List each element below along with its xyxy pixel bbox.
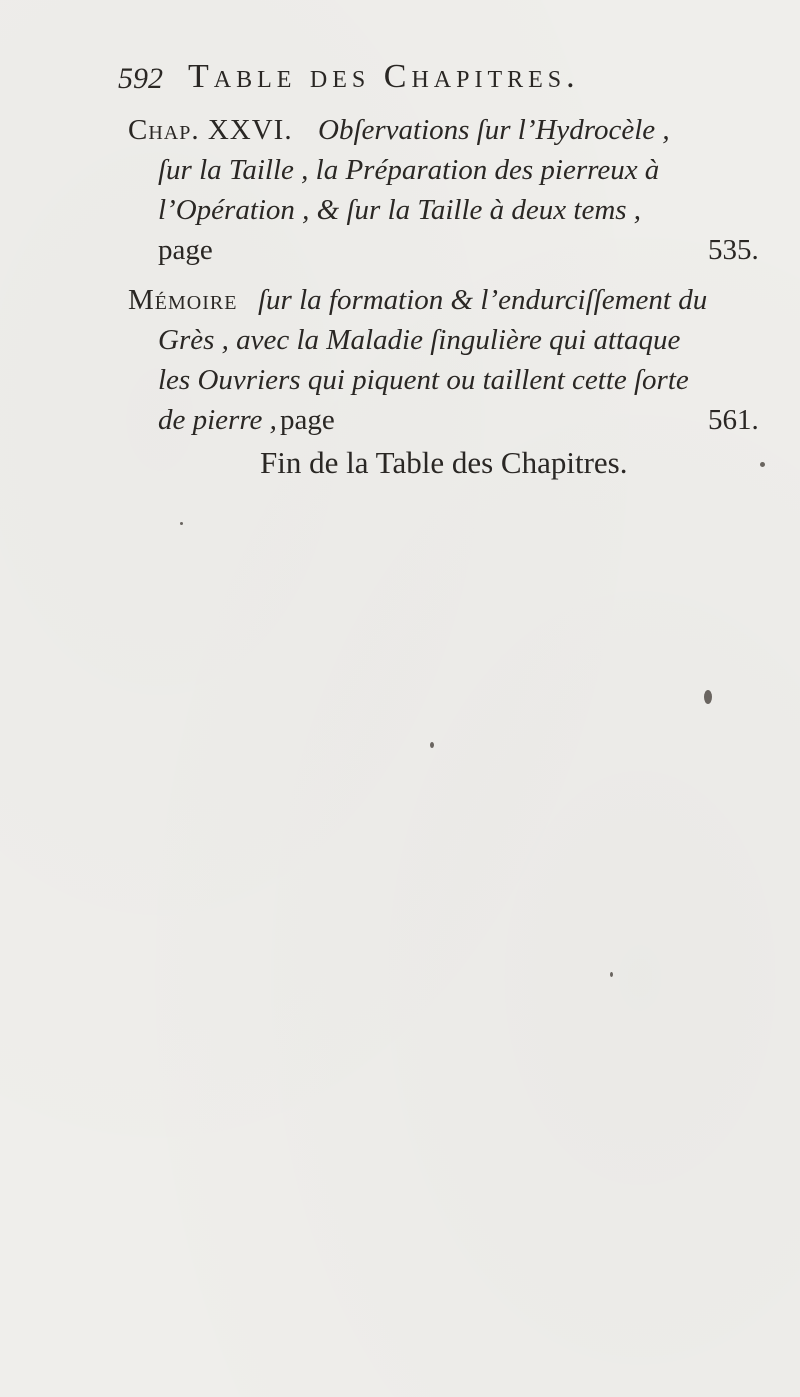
running-header: [118, 58, 678, 98]
end-of-table: Fin de la Table des Chapitres.: [260, 445, 628, 480]
entry-line: Obſervations ſur l’Hydrocèle ,: [318, 114, 670, 146]
entry-line: ſur la Taille , la Préparation des pierreux à: [158, 154, 660, 186]
page-ref: 561.: [708, 404, 759, 436]
paper-speck: [610, 972, 613, 977]
entry-label: Mémoire: [128, 284, 238, 316]
page-ref: 535.: [708, 234, 759, 266]
page-word: page: [280, 404, 335, 436]
entry-label: Chap. XXVI.: [128, 114, 293, 146]
entry-line: les Ouvriers qui piquent ou taillent cette ſorte: [158, 364, 689, 396]
page-word: page: [158, 234, 213, 266]
paper-speck: [430, 742, 434, 748]
entry-line: ſur la formation & l’endurciſſement du: [258, 284, 708, 316]
entry-line: Grès , avec la Maladie ſingulière qui attaque: [158, 324, 681, 356]
paper-speck: [760, 462, 765, 467]
entry-line: l’Opération , & ſur la Taille à deux tems ,: [158, 194, 642, 226]
paper-speck: [180, 522, 183, 525]
running-title: Table des Chapitres.: [188, 58, 580, 95]
entry-line: de pierre ,: [158, 404, 277, 436]
page-number: 592: [118, 62, 163, 95]
paper-speck: [704, 690, 712, 704]
